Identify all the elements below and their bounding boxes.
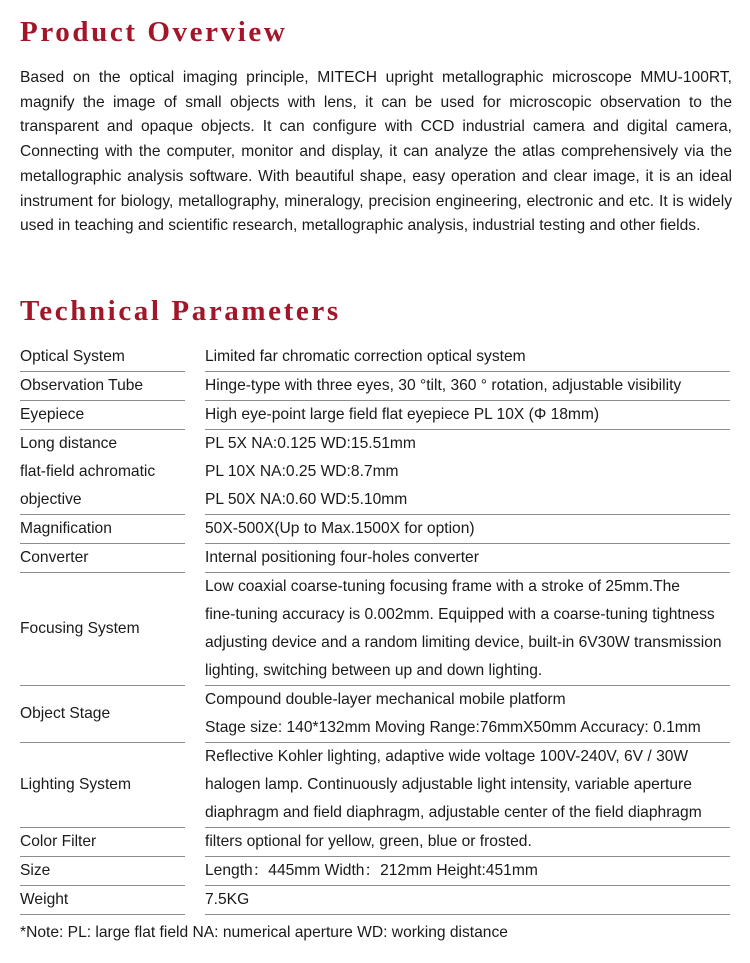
param-value-focusing-system: [205, 573, 730, 686]
table-row: [20, 544, 730, 573]
param-label-color-filter: Color Filter: [20, 828, 185, 857]
param-label-magnification: Magnification: [20, 515, 185, 544]
param-value-lighting-system: [205, 743, 730, 828]
technical-parameters-table: [20, 343, 730, 915]
param-value-converter: Internal positioning four-holes converter: [205, 544, 730, 573]
table-row: [20, 857, 730, 886]
param-value-object-stage: [205, 686, 730, 743]
table-row: [20, 828, 730, 857]
value-line: adjusting device and a random limiting device, built-in 6V30W transmission: [205, 634, 722, 651]
param-value-observation-tube: Hinge-type with three eyes, 30 °tilt, 360 ° rotation, adjustable visibility: [205, 372, 730, 401]
param-label-object-stage: Object Stage: [20, 686, 185, 743]
param-value-eyepiece: High eye-point large field flat eyepiece PL 10X (Φ 18mm): [205, 401, 730, 430]
table-row: [20, 743, 730, 828]
table-row: [20, 515, 730, 544]
param-label-converter: Converter: [20, 544, 185, 573]
param-value-optical-system: Limited far chromatic correction optical system: [205, 343, 730, 372]
value-line: diaphragm and field diaphragm, adjustable center of the field diaphragm: [205, 804, 702, 821]
param-label-weight: Weight: [20, 886, 185, 915]
table-row: [20, 573, 730, 686]
param-label-lighting-system: Lighting System: [20, 743, 185, 828]
param-label-optical-system: Optical System: [20, 343, 185, 372]
param-label-observation-tube: Observation Tube: [20, 372, 185, 401]
table-row: [20, 401, 730, 430]
param-label-size: Size: [20, 857, 185, 886]
value-line: Reflective Kohler lighting, adaptive wide voltage 100V-240V, 6V / 30W: [205, 748, 689, 765]
table-row: [20, 458, 730, 486]
value-line: Low coaxial coarse-tuning focusing frame with a stroke of 25mm.The: [205, 578, 680, 595]
value-line: Stage size: 140*132mm Moving Range:76mmX50mm Accuracy: 0.1mm: [205, 719, 701, 736]
product-overview-text: Based on the optical imaging principle, MITECH upright metallographic microscope MMU-100RT, magnify the image of small objects with lens, it can be used for microscopic observation to the transparent and opaque objects. It can configure with CCD industrial camera and digital camera, Connecting with the computer, monitor and display, it can analyze the atlas comprehensively via the metallographic analysis software. With beautiful shape, easy operation and clear image, it is an ideal instrument for biology, metallography, mineralogy, precision engineering, electronic and etc. It is widely used in teaching and scientific research, metallographic analysis, industrial testing and other fields.: [20, 69, 732, 235]
abbreviation-note: *Note: PL: large flat field NA: numerical aperture WD: working distance: [20, 924, 508, 941]
param-value-color-filter: filters optional for yellow, green, blue or frosted.: [205, 828, 730, 857]
value-line: fine-tuning accuracy is 0.002mm. Equipped with a coarse-tuning tightness: [205, 606, 715, 623]
param-label-objective-3: objective: [20, 486, 185, 515]
param-value-size: Length：445mm Width：212mm Height:451mm: [205, 857, 730, 886]
technical-parameters-heading: Technical Parameters: [20, 295, 341, 327]
param-value-objective-1: PL 5X NA:0.125 WD:15.51mm: [205, 435, 416, 452]
product-overview-heading: Product Overview: [20, 16, 288, 48]
value-line: halogen lamp. Continuously adjustable light intensity, variable aperture: [205, 776, 692, 793]
table-row: [20, 372, 730, 401]
param-label-eyepiece: Eyepiece: [20, 401, 185, 430]
value-line: lighting, switching between up and down lighting.: [205, 662, 543, 679]
value-line: Compound double-layer mechanical mobile platform: [205, 691, 566, 708]
param-value-magnification: 50X-500X(Up to Max.1500X for option): [205, 515, 730, 544]
table-row: [20, 343, 730, 372]
table-row: [20, 430, 730, 459]
table-row: [20, 886, 730, 915]
table-row: [20, 686, 730, 743]
table-row: [20, 486, 730, 515]
param-value-objective-2: PL 10X NA:0.25 WD:8.7mm: [205, 463, 399, 480]
param-label-focusing-system: Focusing System: [20, 573, 185, 686]
param-value-objective-3: PL 50X NA:0.60 WD:5.10mm: [205, 486, 730, 515]
param-label-objective-2: flat-field achromatic: [20, 463, 156, 480]
param-label-objective-1: Long distance: [20, 435, 118, 452]
param-value-weight: 7.5KG: [205, 886, 730, 915]
